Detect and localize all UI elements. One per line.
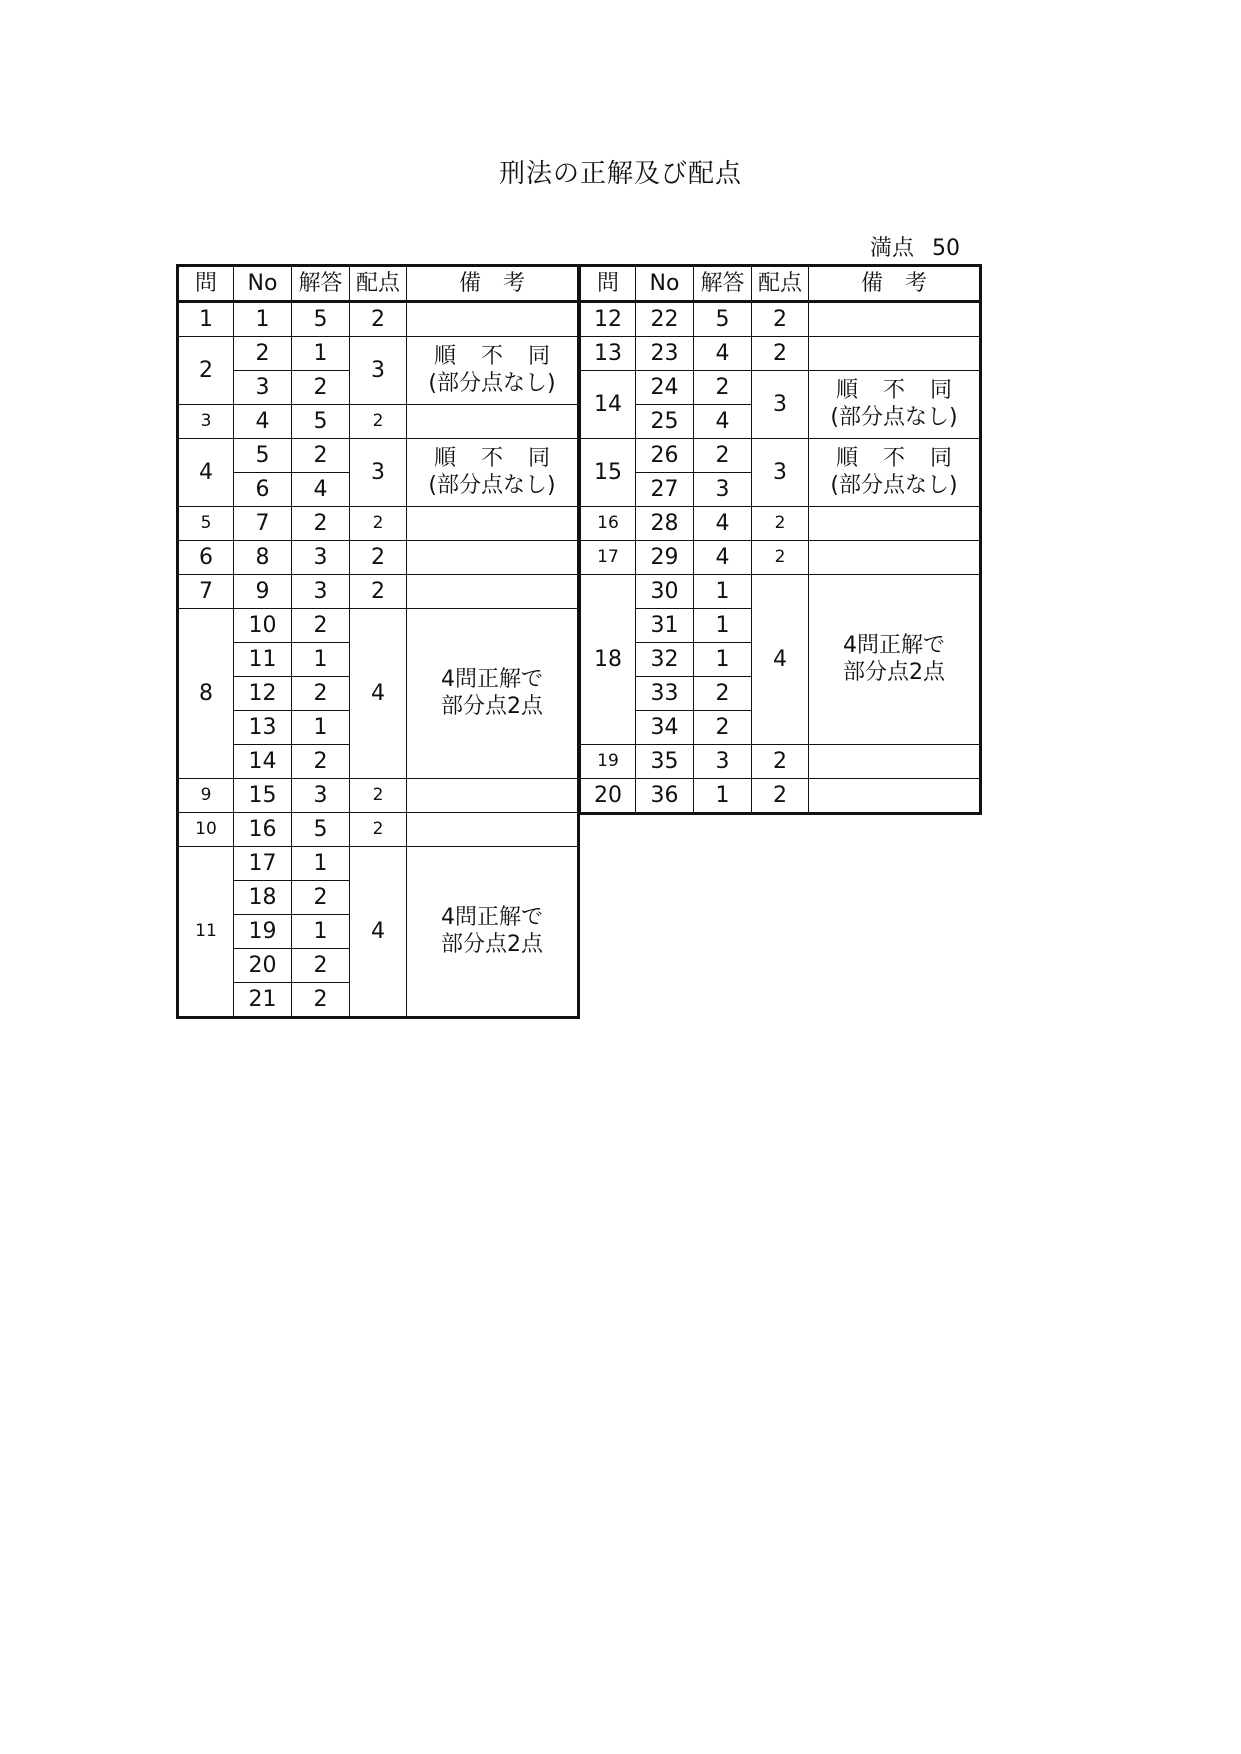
header-note-text: 備考	[458, 270, 547, 296]
points-value: 2	[752, 745, 809, 779]
item-no: 12	[234, 677, 292, 711]
item-no: 10	[234, 609, 292, 643]
item-no: 22	[636, 302, 694, 337]
question-number: 11	[178, 847, 234, 1018]
item-no: 24	[636, 371, 694, 405]
answer-value: 2	[292, 439, 350, 473]
note-four-correct: 4問正解で	[441, 905, 543, 931]
note-cell	[407, 779, 579, 813]
note-cell	[809, 745, 981, 779]
item-no: 21	[234, 983, 292, 1018]
answer-value: 2	[292, 949, 350, 983]
answer-value: 2	[694, 371, 752, 405]
table-row	[580, 779, 981, 814]
answer-value: 1	[292, 711, 350, 745]
answer-value: 4	[694, 541, 752, 575]
points-value: 2	[350, 541, 407, 575]
answer-value: 3	[694, 745, 752, 779]
table-row	[178, 337, 579, 371]
answer-value: 1	[694, 575, 752, 609]
header-no: No	[636, 266, 694, 302]
note-cell	[809, 779, 981, 814]
note-cell	[407, 541, 579, 575]
table-row	[580, 439, 981, 473]
item-no: 9	[234, 575, 292, 609]
note-no-partial: (部分点なし)	[830, 472, 958, 498]
header-points: 配点	[350, 266, 407, 302]
points-value: 2	[752, 507, 809, 541]
answer-value: 5	[292, 813, 350, 847]
note-cell	[809, 302, 981, 337]
note-partial-points: 部分点2点	[843, 659, 945, 685]
item-no: 25	[636, 405, 694, 439]
item-no: 8	[234, 541, 292, 575]
header-answer: 解答	[292, 266, 350, 302]
points-value: 4	[350, 609, 407, 779]
answer-value: 4	[694, 337, 752, 371]
answer-value: 5	[292, 405, 350, 439]
note-cell	[809, 541, 981, 575]
item-no: 4	[234, 405, 292, 439]
points-value: 4	[752, 575, 809, 745]
answer-value: 4	[292, 473, 350, 507]
item-no: 31	[636, 609, 694, 643]
note-cell	[809, 439, 981, 507]
note-cell	[407, 847, 579, 1018]
table-row	[178, 609, 579, 643]
points-value: 2	[350, 405, 407, 439]
item-no: 7	[234, 507, 292, 541]
item-no: 3	[234, 371, 292, 405]
table-row	[178, 302, 579, 337]
note-four-correct: 4問正解で	[843, 633, 945, 659]
question-number: 4	[178, 439, 234, 507]
item-no: 13	[234, 711, 292, 745]
table-row	[178, 813, 579, 847]
full-score	[870, 231, 960, 262]
question-number: 17	[580, 541, 636, 575]
points-value: 2	[752, 541, 809, 575]
answer-value: 5	[694, 302, 752, 337]
answer-value: 2	[292, 745, 350, 779]
answer-value: 4	[694, 405, 752, 439]
answer-value: 1	[694, 779, 752, 814]
note-cell	[809, 575, 981, 745]
table-row	[178, 507, 579, 541]
question-number: 15	[580, 439, 636, 507]
answer-value: 1	[292, 847, 350, 881]
answer-value: 2	[694, 439, 752, 473]
note-unordered: 順 不 同	[434, 446, 559, 472]
answer-value: 3	[292, 779, 350, 813]
table-row	[580, 575, 981, 609]
points-value: 2	[350, 813, 407, 847]
item-no: 27	[636, 473, 694, 507]
answer-value: 1	[694, 609, 752, 643]
header-row	[580, 266, 981, 302]
note-cell	[407, 813, 579, 847]
note-unordered: 順 不 同	[836, 446, 961, 472]
note-unordered: 順 不 同	[434, 344, 559, 370]
item-no: 15	[234, 779, 292, 813]
question-number: 8	[178, 609, 234, 779]
note-cell	[407, 439, 579, 507]
table-row	[580, 507, 981, 541]
points-value: 3	[350, 337, 407, 405]
item-no: 1	[234, 302, 292, 337]
points-value: 2	[350, 779, 407, 813]
answer-value: 4	[694, 507, 752, 541]
full-score-points: 50	[932, 236, 961, 261]
answer-value: 1	[292, 915, 350, 949]
header-points: 配点	[752, 266, 809, 302]
answer-value: 3	[292, 575, 350, 609]
question-number: 14	[580, 371, 636, 439]
question-number: 9	[178, 779, 234, 813]
item-no: 2	[234, 337, 292, 371]
note-no-partial: (部分点なし)	[428, 370, 556, 396]
points-value: 2	[350, 302, 407, 337]
item-no: 35	[636, 745, 694, 779]
full-score-label: 満点	[870, 236, 915, 261]
note-no-partial: (部分点なし)	[428, 472, 556, 498]
header-note-text: 備考	[860, 270, 949, 296]
answer-value: 1	[292, 643, 350, 677]
note-partial-points: 部分点2点	[441, 693, 543, 719]
note-cell	[407, 507, 579, 541]
points-value: 2	[752, 337, 809, 371]
note-cell	[407, 575, 579, 609]
item-no: 14	[234, 745, 292, 779]
answer-value: 2	[292, 609, 350, 643]
note-cell	[809, 337, 981, 371]
item-no: 26	[636, 439, 694, 473]
item-no: 23	[636, 337, 694, 371]
question-number: 12	[580, 302, 636, 337]
answer-value: 2	[694, 677, 752, 711]
points-value: 2	[350, 507, 407, 541]
header-q: 問	[178, 266, 234, 302]
table-row	[178, 405, 579, 439]
answer-value: 5	[292, 302, 350, 337]
note-four-correct: 4問正解で	[441, 667, 543, 693]
answer-value: 2	[292, 881, 350, 915]
note-cell	[809, 507, 981, 541]
note-cell	[407, 302, 579, 337]
question-number: 5	[178, 507, 234, 541]
item-no: 20	[234, 949, 292, 983]
note-cell	[407, 609, 579, 779]
header-row	[178, 266, 579, 302]
answer-value: 3	[292, 541, 350, 575]
question-number: 6	[178, 541, 234, 575]
item-no: 34	[636, 711, 694, 745]
item-no: 36	[636, 779, 694, 814]
question-number: 10	[178, 813, 234, 847]
points-value: 2	[350, 575, 407, 609]
header-note	[407, 266, 579, 302]
points-value: 2	[752, 302, 809, 337]
question-number: 16	[580, 507, 636, 541]
header-no: No	[234, 266, 292, 302]
item-no: 28	[636, 507, 694, 541]
item-no: 32	[636, 643, 694, 677]
table-row	[178, 575, 579, 609]
table-row	[580, 337, 981, 371]
note-cell	[407, 405, 579, 439]
page-title: 刑法の正解及び配点	[498, 159, 742, 189]
score-table-left	[176, 264, 580, 1019]
table-row	[580, 302, 981, 337]
item-no: 18	[234, 881, 292, 915]
answer-value: 3	[694, 473, 752, 507]
score-table-right	[578, 264, 982, 815]
answer-value: 2	[292, 371, 350, 405]
item-no: 33	[636, 677, 694, 711]
item-no: 17	[234, 847, 292, 881]
item-no: 6	[234, 473, 292, 507]
answer-value: 2	[292, 677, 350, 711]
points-value: 2	[752, 779, 809, 814]
question-number: 1	[178, 302, 234, 337]
points-value: 4	[350, 847, 407, 1018]
item-no: 30	[636, 575, 694, 609]
answer-value: 2	[292, 507, 350, 541]
question-number: 19	[580, 745, 636, 779]
question-number: 7	[178, 575, 234, 609]
question-number: 20	[580, 779, 636, 814]
table-row	[580, 541, 981, 575]
points-value: 3	[350, 439, 407, 507]
note-cell	[809, 371, 981, 439]
table-row	[178, 439, 579, 473]
header-answer: 解答	[694, 266, 752, 302]
table-row	[178, 779, 579, 813]
question-number: 2	[178, 337, 234, 405]
item-no: 5	[234, 439, 292, 473]
note-cell	[407, 337, 579, 405]
header-q: 問	[580, 266, 636, 302]
table-row	[178, 847, 579, 881]
points-value: 3	[752, 371, 809, 439]
question-number: 18	[580, 575, 636, 745]
item-no: 29	[636, 541, 694, 575]
answer-value: 2	[292, 983, 350, 1018]
answer-value: 1	[292, 337, 350, 371]
note-unordered: 順 不 同	[836, 378, 961, 404]
item-no: 16	[234, 813, 292, 847]
item-no: 19	[234, 915, 292, 949]
question-number: 13	[580, 337, 636, 371]
answer-value: 2	[694, 711, 752, 745]
points-value: 3	[752, 439, 809, 507]
table-row	[178, 541, 579, 575]
note-partial-points: 部分点2点	[441, 931, 543, 957]
note-no-partial: (部分点なし)	[830, 404, 958, 430]
table-row	[580, 745, 981, 779]
item-no: 11	[234, 643, 292, 677]
table-row	[580, 371, 981, 405]
answer-value: 1	[694, 643, 752, 677]
header-note	[809, 266, 981, 302]
question-number: 3	[178, 405, 234, 439]
